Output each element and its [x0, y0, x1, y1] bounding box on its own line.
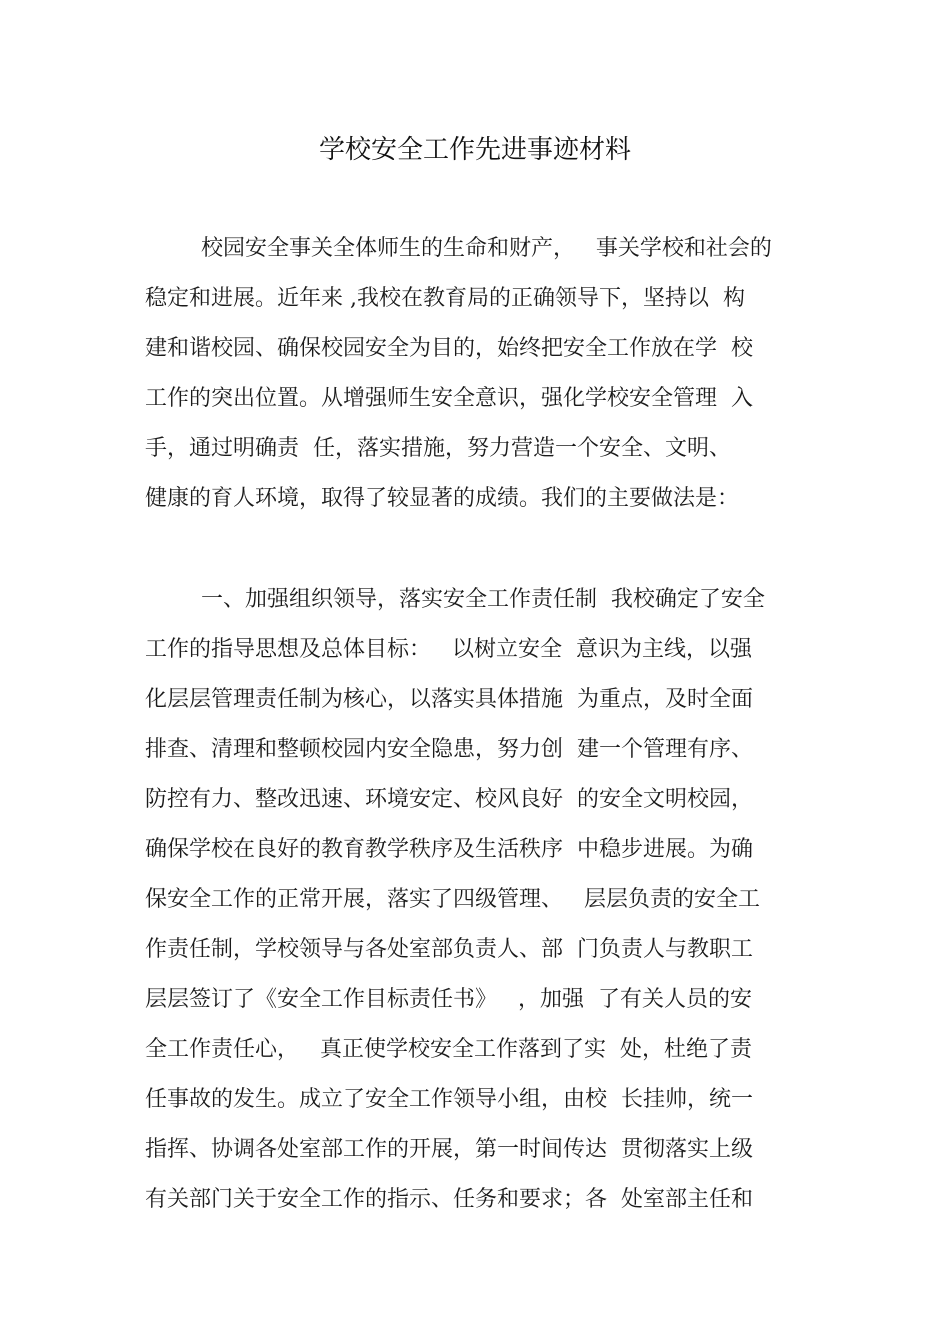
text-line: 指挥、协调各处室部工作的开展，第一时间传达 贯彻落实上级	[145, 1137, 753, 1162]
text-line: 有关部门关于安全工作的指示、任务和要求；各 处室部主任和	[145, 1187, 753, 1212]
document-title: 学校安全工作先进事迹材料	[318, 135, 631, 165]
text-line: 确保学校在良好的教育教学秩序及生活秩序 中稳步进展。为确	[145, 837, 753, 862]
text-line: 层层签订了《安全工作目标责任书》 ，加强 了有关人员的安	[145, 987, 752, 1012]
text-line: 任事故的发生。成立了安全工作领导小组，由校 长挂帅，统一	[145, 1087, 753, 1112]
text-line: 防控有力、整改迅速、环境安定、校风良好 的安全文明校园，	[145, 787, 753, 812]
text-line: 全工作责任心， 真正使学校安全工作落到了实 处，杜绝了责	[145, 1037, 752, 1062]
text-line: 工作的突出位置。从增强师生安全意识，强化学校安全管理 入	[145, 386, 753, 411]
text-line: 化层层管理责任制为核心，以落实具体措施 为重点，及时全面	[145, 687, 753, 712]
text-line: 作责任制，学校领导与各处室部负责人、部 门负责人与教职工	[145, 937, 753, 962]
text-line: 稳定和进展。近年来 ,我校在教育局的正确领导下，坚持以 构	[145, 286, 745, 311]
text-line: 保安全工作的正常开展，落实了四级管理、 层层负责的安全工	[145, 887, 760, 912]
text-line: 一、加强组织领导，落实安全工作责任制 我校确定了安全	[145, 587, 765, 612]
text-line: 建和谐校园、确保校园安全为目的，始终把安全工作放在学 校	[145, 336, 753, 361]
text-line: 手，通过明确责 任，落实措施，努力营造一个安全、文明、	[145, 436, 731, 461]
text-line: 排查、清理和整顿校园内安全隐患，努力创 建一个管理有序、	[145, 737, 753, 762]
text-line: 健康的育人环境，取得了较显著的成绩。我们的主要做法是：	[145, 486, 740, 511]
text-line: 校园安全事关全体师生的生命和财产， 事关学校和社会的	[145, 236, 772, 261]
text-line: 工作的指导思想及总体目标： 以树立安全 意识为主线，以强	[145, 637, 752, 662]
